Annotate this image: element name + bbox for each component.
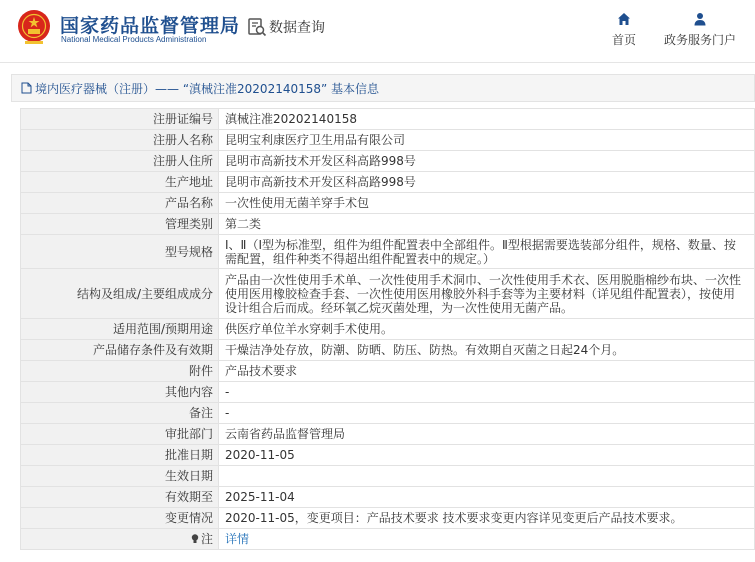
row-label: 适用范围/预期用途: [21, 319, 219, 340]
row-label: 注: [200, 532, 213, 546]
data-query-label: 数据查询: [269, 20, 325, 36]
header-divider: [0, 62, 755, 63]
document-icon: [21, 82, 32, 94]
row-value: [219, 466, 755, 487]
row-value: 2020-11-05，变更项目：产品技术要求 技术要求变更内容详见变更后产品技术要求。: [219, 508, 755, 529]
brand-title: 国家药品监督管理局: [60, 15, 241, 37]
row-label: 备注: [21, 403, 219, 424]
row-value: 干燥洁净处存放，防潮、防晒、防压、防热。有效期自灭菌之日起24个月。: [219, 340, 755, 361]
brand-subtitle: National Medical Products Administration: [61, 35, 207, 44]
table-row: [21, 445, 755, 466]
row-label: 变更情况: [21, 508, 219, 529]
table-row: [21, 382, 755, 403]
site-header: [0, 0, 755, 60]
row-label: 结构及组成/主要组成成分: [21, 269, 219, 319]
table-row: [21, 214, 755, 235]
row-value: 滇械注准20202140158: [219, 109, 755, 130]
lightbulb-icon: [191, 534, 199, 544]
row-value-cell: [219, 529, 755, 550]
row-value: 一次性使用无菌羊穿手术包: [219, 193, 755, 214]
row-label: 型号规格: [21, 235, 219, 269]
table-row: [21, 529, 755, 550]
national-emblem-icon: [16, 8, 52, 48]
row-label: 注册人名称: [21, 130, 219, 151]
row-label: 审批部门: [21, 424, 219, 445]
row-value: -: [219, 382, 755, 403]
table-row: [21, 361, 755, 382]
nav-service-portal[interactable]: [660, 12, 740, 48]
row-label: 注册人住所: [21, 151, 219, 172]
row-value: -: [219, 403, 755, 424]
row-value: 产品技术要求: [219, 361, 755, 382]
table-row: [21, 130, 755, 151]
table-row: [21, 193, 755, 214]
table-row: [21, 487, 755, 508]
home-icon: [617, 12, 631, 26]
row-label: 批准日期: [21, 445, 219, 466]
row-value: 昆明市高新技术开发区科高路998号: [219, 172, 755, 193]
row-value: Ⅰ、Ⅱ（Ⅰ型为标准型，组件为组件配置表中全部组件。Ⅱ型根据需要选装部分组件，规格、数量、按需配置，组件种类不得超出组件配置表中的规定。）: [219, 235, 755, 269]
table-row: [21, 508, 755, 529]
row-value: 昆明市高新技术开发区科高路998号: [219, 151, 755, 172]
row-label: 注册证编号: [21, 109, 219, 130]
row-label: 生效日期: [21, 466, 219, 487]
row-value: 供医疗单位羊水穿刺手术使用。: [219, 319, 755, 340]
breadcrumb-text: 境内医疗器械（注册）—— “滇械注准20202140158” 基本信息: [35, 81, 380, 96]
row-label: 管理类别: [21, 214, 219, 235]
row-label: 产品名称: [21, 193, 219, 214]
table-row: [21, 319, 755, 340]
row-value: 2025-11-04: [219, 487, 755, 508]
row-label: 产品储存条件及有效期: [21, 340, 219, 361]
row-value: 2020-11-05: [219, 445, 755, 466]
registration-info-table: [20, 108, 755, 550]
table-row: [21, 172, 755, 193]
nav-service-label: 政务服务门户: [663, 33, 736, 47]
details-link[interactable]: 详情: [225, 532, 250, 546]
row-label: 有效期至: [21, 487, 219, 508]
table-row: [21, 109, 755, 130]
row-label: 其他内容: [21, 382, 219, 403]
table-row: [21, 269, 755, 319]
table-row: [21, 235, 755, 269]
nav-home[interactable]: [608, 12, 640, 48]
nav-home-label: 首页: [611, 33, 636, 47]
row-value: 昆明宝利康医疗卫生用品有限公司: [219, 130, 755, 151]
table-row: [21, 466, 755, 487]
row-value: 云南省药品监督管理局: [219, 424, 755, 445]
row-label: 生产地址: [21, 172, 219, 193]
user-icon: [693, 12, 707, 26]
row-value: 第二类: [219, 214, 755, 235]
table-row: [21, 340, 755, 361]
data-query-icon: [247, 17, 267, 37]
row-label: 附件: [21, 361, 219, 382]
table-row: [21, 403, 755, 424]
table-row: [21, 151, 755, 172]
data-query-link[interactable]: [247, 16, 325, 38]
breadcrumb: [11, 74, 755, 102]
table-row: [21, 424, 755, 445]
row-value: 产品由一次性使用手术单、一次性使用手术洞巾、一次性使用手术衣、医用脱脂棉纱布块、一次性使用医用橡胶检查手套、一次性使用医用橡胶外科手套等为主要材料（详见组件配置表），按使用设计组合后而成。经环氧乙烷灭菌处理，为一次性使用无菌产品。: [219, 269, 755, 319]
note-label-cell: [21, 529, 219, 550]
